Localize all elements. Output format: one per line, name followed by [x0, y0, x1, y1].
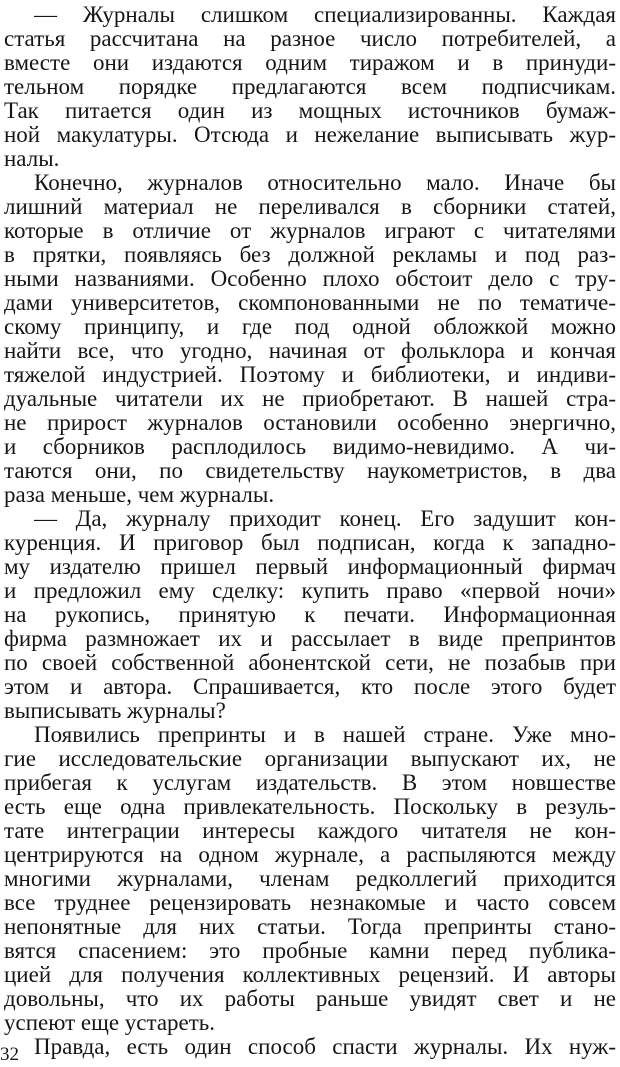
text-line: найти все, что угодно, начиная от фольклора и кончая	[4, 338, 616, 363]
text-line: куренция. И приговор был подписан, когда к западно-	[4, 530, 616, 555]
text-line: — Да, журналу приходит конец. Его задушит кон-	[34, 506, 616, 531]
text-line: Правда, есть один способ спасти журналы. Их нуж-	[34, 1034, 616, 1059]
text-line: многими журналами, членам редколлегий приходится	[4, 866, 616, 891]
text-line: которые в отличие от журналов играют с читателями	[4, 218, 616, 243]
text-line: и предложил ему сделку: купить право «первой ночи»	[4, 578, 616, 603]
text-line: тельном порядке предлагаются всем подписчикам.	[4, 74, 616, 99]
text-line: тяжелой индустрией. Поэтому и библиотеки, и индиви-	[4, 362, 616, 387]
text-line: выписывать журналы?	[4, 698, 226, 723]
text-line: цией для получения коллективных рецензий. И авторы	[4, 962, 616, 987]
text-line: этом и автора. Спрашивается, кто после этого будет	[4, 674, 616, 699]
text-line: гие исследовательские организации выпускают их, не	[4, 746, 616, 771]
text-line: таются они, по свидетельству наукометристов, в два	[4, 458, 616, 483]
text-line: налы.	[4, 146, 60, 171]
text-line: раза меньше, чем журналы.	[4, 482, 275, 507]
text-line: все труднее рецензировать незнакомые и часто совсем	[4, 890, 616, 915]
text-line: ной макулатуры. Отсюда и нежелание выписывать жур-	[4, 122, 616, 147]
text-line: не прирост журналов остановили особенно энергично,	[4, 410, 616, 435]
text-line: статья рассчитана на разное число потребителей, а	[4, 26, 616, 51]
text-line: и сборников расплодилось видимо-невидимо. А чи-	[4, 434, 616, 459]
text-line: лишний материал не переливался в сборники статей,	[4, 194, 616, 219]
text-line: му издателю пришел первый информационный фирмач	[4, 554, 616, 579]
text-line: Появились препринты и в нашей стране. Уже мно-	[34, 722, 616, 747]
text-line: тате интеграции интересы каждого читателя не кон-	[4, 818, 616, 843]
text-line: прибегая к услугам издательств. В этом новшестве	[4, 770, 616, 795]
text-line: вместе они издаются одним тиражом и в принуди-	[4, 50, 616, 75]
text-line: ными названиями. Особенно плохо обстоит дело с тру-	[4, 266, 616, 291]
text-line: фирма размножает их и рассылает в виде препринтов	[4, 626, 616, 651]
text-line: Конечно, журналов относительно мало. Иначе бы	[34, 170, 616, 195]
text-line: непонятные для них статьи. Тогда препринты стано-	[4, 914, 616, 939]
page-number: 32	[0, 1044, 19, 1065]
text-line: скому принципу, и где под одной обложкой можно	[4, 314, 616, 339]
text-line: центрируются на одном журнале, а распыляются между	[4, 842, 616, 867]
text-line: в прятки, появляясь без должной рекламы и под раз-	[4, 242, 616, 267]
text-line: — Журналы слишком специализированны. Каждая	[34, 2, 616, 27]
text-line: дуальные читатели их не приобретают. В нашей стра-	[4, 386, 616, 411]
text-line: по своей собственной абонентской сети, не позабыв при	[4, 650, 616, 675]
text-line: на рукопись, принятую к печати. Информационная	[4, 602, 616, 627]
text-line: Так питается один из мощных источников бумаж-	[4, 98, 616, 123]
text-line: довольны, что их работы раньше увидят свет и не	[4, 986, 616, 1011]
text-line: есть еще одна привлекательность. Поскольку в резуль-	[4, 794, 616, 819]
text-line: дами университетов, скомпонованными не по тематиче-	[4, 290, 616, 315]
text-line: вятся спасением: это пробные камни перед публика-	[4, 938, 616, 963]
text-line: успеют еще устареть.	[4, 1010, 216, 1035]
